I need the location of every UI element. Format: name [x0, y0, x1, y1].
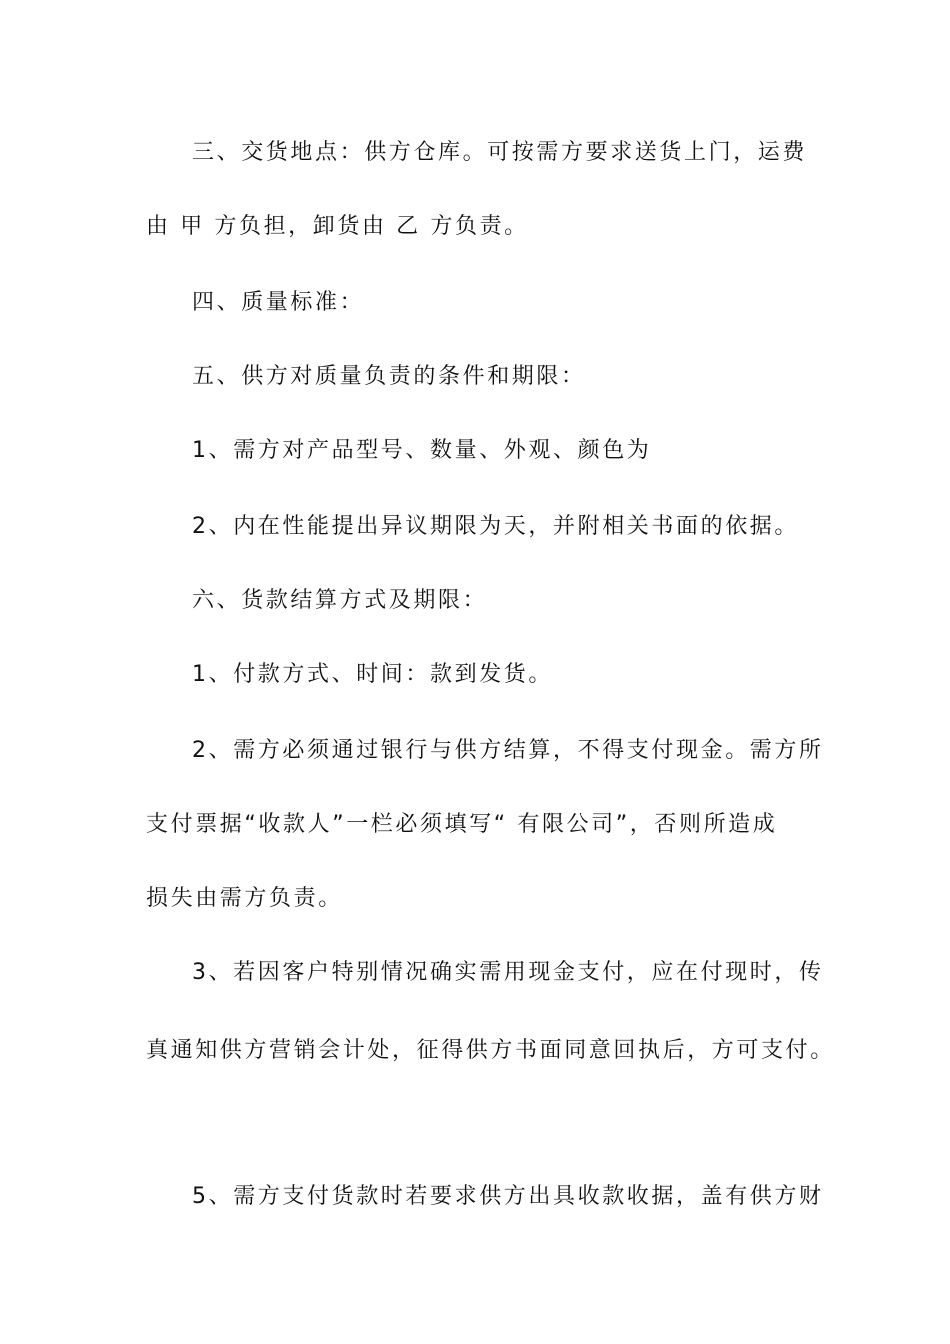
clause-2-bank-settlement: 2、需方必须通过银行与供方结算，不得支付现金。需方所	[192, 738, 824, 763]
clause-1-appearance: 1、需方对产品型号、数量、外观、颜色为	[192, 438, 652, 463]
heading-quality-responsibility: 五、供方对质量负责的条件和期限：	[192, 364, 586, 389]
paragraph-delivery-location-cont: 由 甲 方负担，卸货由 乙 方负责。	[146, 214, 529, 239]
clause-3-cash-payment: 3、若因客户特别情况确实需用现金支付，应在付现时，传	[192, 960, 824, 985]
heading-quality-standard: 四、质量标准：	[192, 290, 365, 315]
clause-5-receipt: 5、需方支付货款时若要求供方出具收款收据，盖有供方财	[192, 1184, 824, 1209]
clause-3-cash-payment-cont: 真通知供方营销会计处，征得供方书面同意回执后，方可支付。	[146, 1038, 835, 1063]
clause-2-bank-settlement-cont: 支付票据“收款人”一栏必须填写“ 有限公司”，否则所造成	[146, 812, 778, 837]
clause-1-payment-method: 1、付款方式、时间：款到发货。	[192, 662, 553, 687]
heading-payment-terms: 六、货款结算方式及期限：	[192, 588, 488, 613]
clause-2-bank-settlement-end: 损失由需方负责。	[146, 886, 343, 911]
paragraph-delivery-location: 三、交货地点：供方仓库。可按需方要求送货上门，运费	[192, 140, 808, 165]
clause-2-performance: 2、内在性能提出异议期限为天，并附相关书面的依据。	[192, 514, 799, 539]
